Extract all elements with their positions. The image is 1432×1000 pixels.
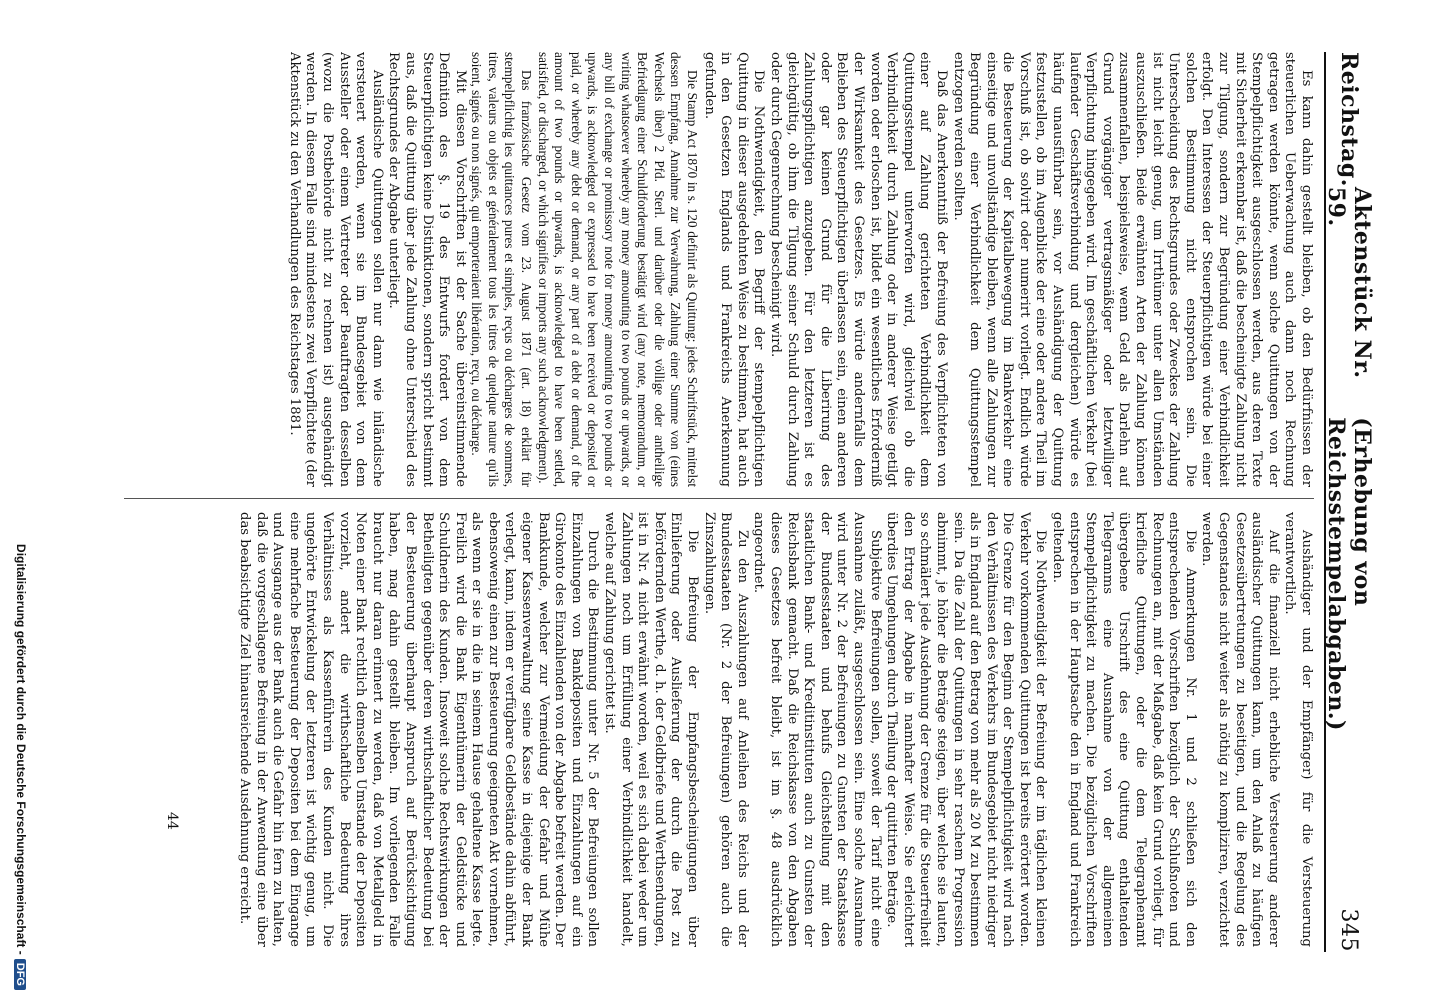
right-paragraph: Die Anmerkungen Nr. 1 und 2 schließen sich den entsprechenden Vorschriften bezüglich der Schlußnoten und Rechnungen an, mit der Maßgabe, daß kein Grund vorliegt, für kriefliche Quittungen, oder die dem Telegraphenamt übergebene Urschrift des eine Quittung enthaltenden Telegramms eine Ausnahme von der allgemeinen Stempelpflichtigkeit zu machen. Die bezüglichen Vorschriften entsprechen in der Hauptsache den in England und Frankreich geltenden. bbox=[1050, 512, 1198, 947]
dfg-logo: DFG bbox=[14, 959, 26, 990]
header-subject: (Erhebung von Reichsstempelabgaben.) bbox=[1323, 417, 1375, 731]
header-rule bbox=[1324, 52, 1326, 952]
page-number: 345 bbox=[1336, 908, 1362, 952]
left-paragraph: Das französische Gesetz vom 23. August 1871 (art. 18) erklärt für stempelpflichtig les quittances pures et simples, reçus ou décharges de sommes, titres, valeurs ou objets et généralement tous les titres de quelque nature qu'ils soient, signés ou non signés, qui emporteraient libération, reçu, ou décharge. bbox=[469, 52, 535, 487]
left-paragraph: Die Stamp Act 1870 in s. 120 definirt als Quittung: jedes Schriftstück, mittelst dessen Empfang, Annahme zur Verwahrung, Zahlung einer Summe von (eines Wechsels über) 2 Pfd. Sterl. und darüber oder die völlige oder antheilige Befriedigung einer Schuldforderung bestätigt wird (any note, memorandum, or writing whatsoever whereby any money amounting to two pounds or upwards, or any bill of exchange or promissory note for money amounting to two pounds or upwards, is acknowledged or expressed to have been received or deposited or paid, or whereby any debt or demand, or any part of a debt or demand, of the amount of two pounds or upwards, is acknowledged to have been settled, satisfied, or discharged, or which signifies or imports any such acknowledgment). bbox=[535, 52, 701, 487]
right-paragraph: Die Befreiung der Empfangsbescheinigungen über Einlieferung oder Auslieferung der durch die Post zu befördernden Werthe, d. h. der Geldbriefe und Werthsendungen, ist in Nr. 4 nicht erwähnt worden, weil es sich dabei weder um Zahlungen noch um Erfüllung einer Verbindlichkeit handelt, welche auf Zahlung gerichtet ist. bbox=[602, 512, 701, 947]
digitization-credit bbox=[14, 30, 28, 990]
left-paragraph: Die Nothwendigkeit, den Begriff der stempelpflichtigen Quittung in dieser ausgedehnten Weise zu bestimmen, hat auch in den Gesetzen Englands und Frankreichs Anerkennung gefunden. bbox=[701, 52, 767, 487]
right-paragraph: Die Nothwendigkeit der Befreiung der im täglichen kleinen Verkehr vorkommenden Quittungen ist bereits erörtert worden. Die Grenze für den Beginn der Stempelpflichtigkeit wird nach den Verhältnissen des Verkehrs im Bundesgebiet nicht niedriger als in England auf den Betrag von mehr als 20 M zu bestimmen sein. Da die Zahl der Quittungen in sehr raschem Progression abnimmt, je höher die Beträge steigen, über welche sie lauten, so schmälert jede Ausdehnung der Grenze für die Steuerfreiheit den Ertrag der Abgabe in namhafter Weise. Sie erleichtert überdies Umgehungen durch Theilung der quittirten Beträge. bbox=[884, 512, 1049, 947]
right-paragraph: Aushändiger und der Empfänger) für die Versteuerung verantwortlich. bbox=[1282, 512, 1314, 947]
credit-text: Digitalisierung gefördert durch die Deutsche Forschungsgemeinschaft - bbox=[14, 544, 28, 955]
header-document-number: Aktenstück Nr. 59. bbox=[1323, 186, 1375, 379]
left-column bbox=[114, 52, 1314, 487]
right-paragraph: Subjektive Befreiungen sollen, soweit der Tarif nicht eine Ausnahme zuläßt, ausgeschlossen sein. Eine solche Ausnahme wird unter Nr. 2 der Befreiungen zu Gunsten der Staatskasse der Bundesstaaten und behufs Gleichstellung mit den staatlichen Bank- und Kreditinstituten auch zu Gunsten der Reichsbank gemacht. Daß die Reichskasse von den Abgaben dieses Gesetzes befreit bleibt, ist im §. 48 ausdrücklich angeordnet. bbox=[751, 512, 883, 947]
page-header bbox=[1323, 52, 1375, 952]
right-paragraph: Auf die finanziell nicht erhebliche Versteuerung anderer ausländischer Quittungen kann, um den Anlaß zu häufigen Gesetzesübertretungen zu beseitigen, und die Regelung des Gegenstandes nicht weiter als nöthig zu kompliziren, verzichtet werden. bbox=[1199, 512, 1281, 947]
left-paragraph: Daß das Anerkenntniß der Befreiung des Verpflichteten von einer auf Zahlung gerichteten Verbindlichkeit dem Quittungsstempel unterworfen wird, gleichviel ob die Verbindlichkeit durch Zahlung oder in anderer Weise getilgt worden oder erloschen ist, bildet ein wesentliches Erforderniß der Wirksamkeit des Gesetzes. Es würde andernfalls dem Belieben des Steuerpflichtigen überlassen sein, einen anderen oder gar keinen Grund für die Liberirung des Zahlungspflichtigen anzugeben. Für den letzteren ist es gleichgültig, ob ihm die Tilgung seiner Schuld durch Zahlung oder durch Gegenrechnung bescheinigt wird. bbox=[768, 52, 949, 487]
left-paragraph: Mit diesen Vorschriften ist der Sache übereinstimmende Definition des §. 19 des Entwurfs fordert von dem Steuerpflichtigen keine Distinktionen, sondern spricht bestimmt aus, daß die Quittung über jede Zahlung ohne Unterschied des Rechtsgrundes der Abgabe unterliegt. bbox=[386, 52, 468, 487]
right-column bbox=[114, 512, 1314, 947]
signature-mark: 44 bbox=[164, 812, 180, 830]
header-left: Reichstag. bbox=[1336, 52, 1362, 187]
left-paragraph: Ausländische Quittungen sollen nur dann wie inländische versteuert werden, wenn sie im Bundesgebiet von dem Aussteller oder einem Vertreter oder Beauftragten desselben (wozu die Postbehörde nicht zu rechnen ist) ausgehändigt werden. In diesem Falle sind mindestens zwei Verpflichtete (der Aktenstück zu den Verhandlungen des Reichstages 1881. bbox=[286, 52, 385, 487]
right-paragraph: Durch die Bestimmung unter Nr. 5 der Befreiungen sollen Einzahlungen von Bankdepositen und Einzahlungen auf ein Girokonto des Einzahlenden von der Abgabe befreit werden. Der Bankkunde, welcher zur Vermeidung der Gefahr und Mühe eigener Kassenverwaltung seine Kasse in diejenige der Bank verlegt, kann, indem er verfügbare Geldbestände dahin abführt, ebensowenig einen zur Besteuerung geeigneten Akt vornehmen, als wenn er sie in die in seinem Hause gehaltene Kasse legte. Freilich wird die Bank Eigenthümerin der Geldstücke und Schuldnerin des Kunden. Insoweit solche Rechtswirkungen der Betheiligten gegenüber deren wirthschaftlicher Bedeutung bei der Besteuerung überhaupt Anspruch auf Berücksichtigung haben, mag dahin gestellt bleiben. Im vorliegenden Falle braucht nur daran erinnert zu werden, daß von Metallgeld in Noten einer Bank rechtlich demselben Umstande der Depositen vorzieht, andert die wirthschaftliche Bedeutung ihres Verhältnisses als Kassenführerin des Kunden nicht. Die ungehörte Entwickelung der letzteren ist wichtig genug, um eine mehrfache Besteuerung der Depositen bei dem Eingange und Ausgange aus der Bank auch die Gefahr hin fern zu halten, daß die vorgeschlagene Befreiung in der Anwendung eine über das beabsichtigte Ziel hinausreichende Ausdehnung erreicht. bbox=[237, 512, 601, 947]
column-divider bbox=[124, 498, 1314, 499]
left-paragraph: Es kann dahin gestellt bleiben, ob den Bedürfnissen der steuerlichen Ueberwachung auch dann noch Rechnung getragen werden könnte, wenn solche Quittungen von der Stempelpflichtigkeit ausgeschlossen werden, aus deren Texte mit Sicherheit erkennbar ist, daß die bescheinigte Zahlung nicht zur Tilgung, sondern zur Begründung einer Verbindlichkeit erfolgt. Den Interessen der Steuerpflichtigen würde bei einer solchen Bestimmung nicht entsprochen sein. Die Unterscheidung des Rechtsgrundes oder Zweckes der Zahlung ist nicht leicht genug, um Irrthümer unter allen Umständen auszuschließen. Beide erwähnten Arten der Zahlung können zusammenfallen, beispielsweise, wenn Geld als Darlehn auf Grund vorgängiger vertragsmäßiger oder letztwilliger Verpflichtung hingegeben wird. Im geschäftlichen Verkehr (bei laufender Geschäftsverbindung und dergleichen) würde es häufig unausführbar sein, vor Aushändigung der Quittung festzustellen, ob im Augenblicke der eine oder andere Theil im Vorschuß ist, ob solvirt oder numerirt vorliegt. Endlich würde die Besteuerung der Kapitalbewegung im Bankverkehr eine einseitige und unvollständige bleiben, wenn alle Zahlungen zur Begründung einer Verbindlichkeit dem Quittungsstempel entzogen werden sollten. bbox=[950, 52, 1314, 487]
right-paragraph: Zu den Auszahlungen auf Anleihen des Reichs und der Bundesstaaten (Nr. 2 der Befreiungen) gehören auch die Zinszahlungen. bbox=[701, 512, 750, 947]
